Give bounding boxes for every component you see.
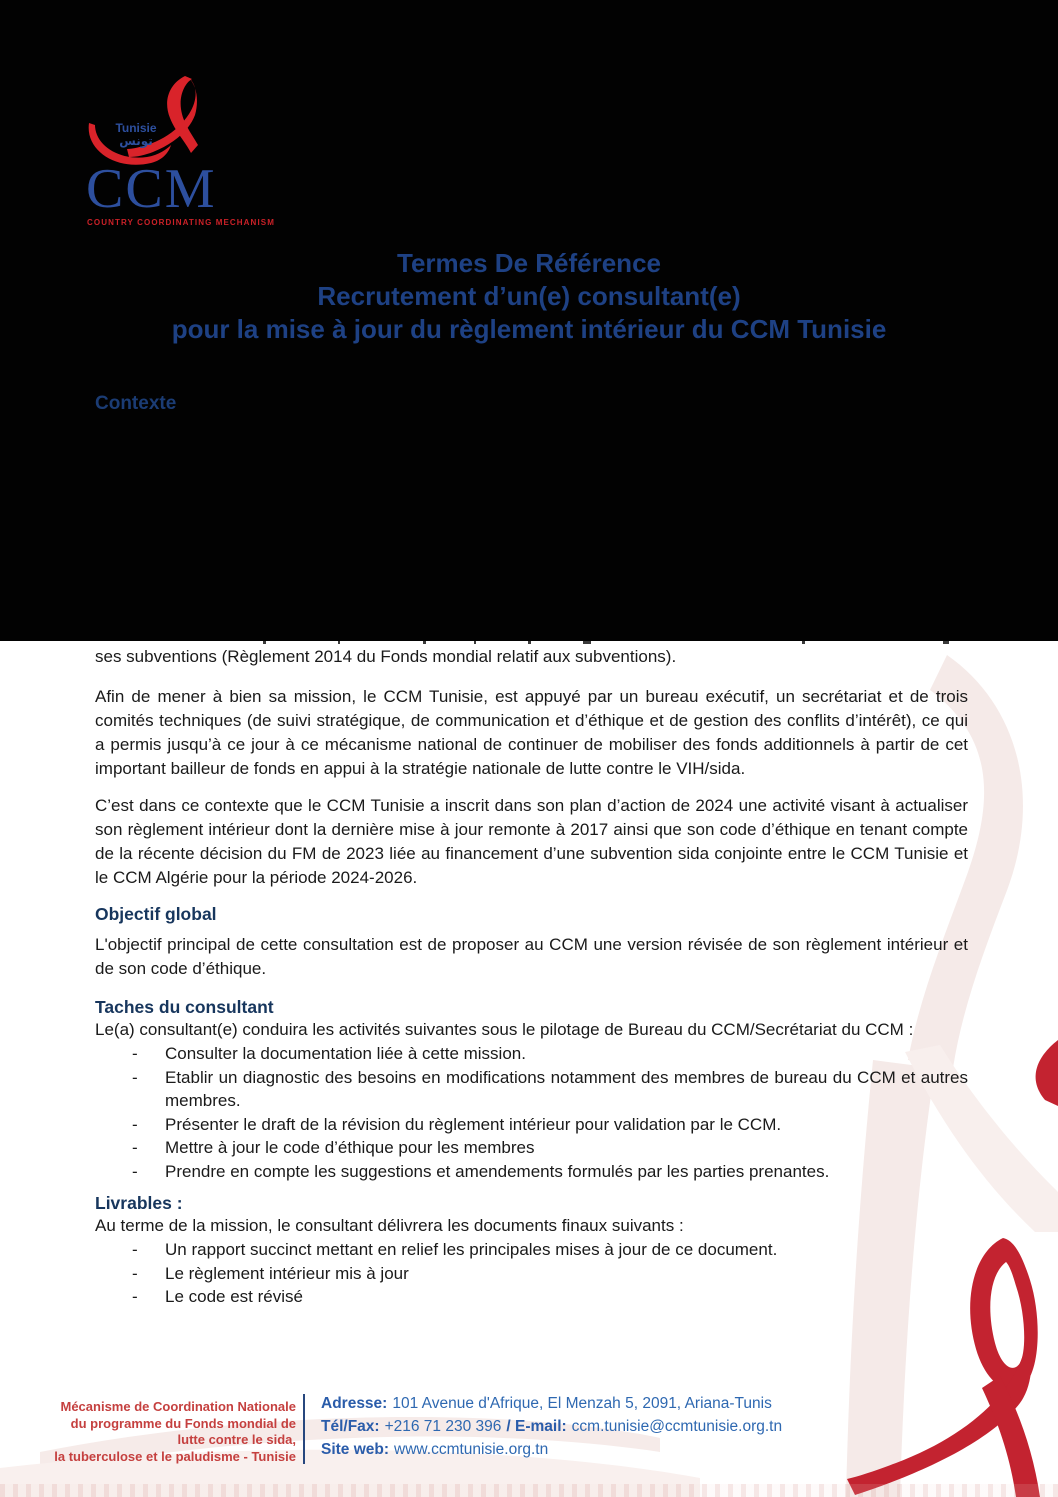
clipped-text-remnant: [474, 641, 476, 644]
footer-organization-block: [40, 1399, 296, 1465]
section-heading-taches: Taches du consultant: [95, 997, 274, 1017]
list-item: [95, 1262, 968, 1286]
objectif-paragraph: L'objectif principal de cette consultation est de proposer au CCM une version révisée de son règlement intérieur et de son code d’éthique.: [95, 935, 968, 978]
list-item: [95, 1285, 968, 1309]
dash-marker: -: [132, 1067, 138, 1087]
dash-marker: -: [132, 1161, 138, 1181]
list-item: [95, 1136, 968, 1160]
section-heading-objectif-global: Objectif global: [95, 904, 217, 924]
title-line-3: pour la mise à jour du règlement intérieur du CCM Tunisie: [171, 314, 887, 344]
footer-org-line: du programme du Fonds mondial de: [70, 1415, 296, 1431]
list-item: [95, 1160, 968, 1184]
footer-org-line: Mécanisme de Coordination Nationale: [60, 1399, 296, 1414]
footer-web-line: [321, 1438, 821, 1461]
list-item-text: Présenter le draft de la révision du règlement intérieur pour validation par le CCM.: [165, 1114, 782, 1134]
list-item-text: Consulter la documentation liée à cette mission.: [165, 1044, 526, 1063]
livrables-list: [95, 1238, 968, 1309]
logo-subtitle: COUNTRY COORDINATING MECHANISM: [87, 218, 275, 227]
logo-country-ar: تونس: [119, 134, 153, 148]
dash-marker: -: [132, 1287, 138, 1306]
telfax-label: Tél/Fax:: [321, 1418, 380, 1435]
footer-contact-block: [321, 1392, 821, 1461]
logo-country-fr: Tunisie: [115, 121, 157, 135]
title-line-2: Recrutement d’un(e) consultant(e): [317, 281, 741, 311]
livrables-intro: Au terme de la mission, le consultant délivrera les documents finaux suivants :: [95, 1216, 684, 1235]
clipped-text-remnant: [263, 641, 266, 644]
footer-telfax-line: [321, 1415, 821, 1438]
dash-marker: -: [132, 1240, 138, 1259]
clipped-text-remnant: [423, 641, 426, 644]
list-item-text: Le code est révisé: [165, 1287, 303, 1306]
footer-address-line: [321, 1392, 821, 1415]
list-item: [95, 1042, 968, 1066]
list-item-text: Etablir un diagnostic des besoins en modifications notamment des membres de bureau du CCM et autres membres.: [165, 1067, 968, 1110]
title-line-1: Termes De Référence: [397, 248, 661, 278]
taches-intro: Le(a) consultant(e) conduira les activités suivantes sous le pilotage de Bureau du CCM/Secrétariat du CCM :: [95, 1020, 914, 1039]
dash-marker: -: [132, 1138, 138, 1157]
web-label: Site web:: [321, 1441, 390, 1458]
section-heading-contexte: Contexte: [95, 393, 177, 414]
logo-acronym: CCM: [86, 158, 217, 220]
list-item-text: Prendre en compte les suggestions et amendements formulés par les parties prenantes.: [165, 1161, 830, 1181]
contexte-paragraph-3: C’est dans ce contexte que le CCM Tunisie a inscrit dans son plan d’action de 2024 une activité visant à actualiser son règlement intérieur dont la dernière mise à jour remonte à 2017 ainsi que son code d’éthique en tenant compte de la récente décision du FM de 2023 liée au financement d’une subvention sida conjointe entre le CCM Tunisie et le CCM Algérie pour la période 2024-2026.: [95, 796, 968, 887]
logo-country-label: [101, 122, 171, 148]
clipped-text-remnant: [583, 641, 591, 644]
address-value: 101 Avenue d'Afrique, El Menzah 5, 2091, Ariana-Tunis: [392, 1395, 772, 1412]
document-body: [95, 641, 968, 1309]
contexte-partial-line: ses subventions (Règlement 2014 du Fonds mondial relatif aux subventions).: [95, 647, 677, 666]
ccm-logo: [85, 73, 275, 233]
clipped-text-remnant: [802, 641, 805, 644]
footer-divider: [303, 1394, 305, 1464]
list-item: [95, 1113, 968, 1137]
address-label: Adresse:: [321, 1395, 388, 1412]
document-title: [0, 247, 1058, 346]
telfax-value: +216 71 230 396: [384, 1418, 502, 1435]
dash-marker: -: [132, 1044, 138, 1063]
email-label: / E-mail:: [506, 1418, 567, 1435]
clipped-text-remnant: [943, 641, 949, 644]
list-item-text: Le règlement intérieur mis à jour: [165, 1263, 409, 1283]
section-heading-livrables: Livrables :: [95, 1193, 183, 1213]
footer-texture-band: [0, 1484, 1058, 1497]
list-item-text: Un rapport succinct mettant en relief les principales mises à jour de ce document.: [165, 1240, 778, 1259]
list-item-text: Mettre à jour le code d’éthique pour les membres: [165, 1138, 535, 1157]
web-value: www.ccmtunisie.org.tn: [394, 1441, 549, 1458]
taches-list: [95, 1042, 968, 1183]
footer-org-line: lutte contre le sida,: [177, 1432, 296, 1447]
clipped-text-remnant: [528, 641, 531, 644]
dash-marker: -: [132, 1263, 138, 1283]
clipped-text-remnant: [338, 641, 340, 644]
footer-org-line: la tuberculose et le paludisme - Tunisie: [54, 1448, 296, 1464]
list-item: [95, 1066, 968, 1113]
dash-marker: -: [132, 1114, 138, 1134]
contexte-paragraph-2: Afin de mener à bien sa mission, le CCM Tunisie, est appuyé par un bureau exécutif, un secrétariat et de trois comités techniques (de suivi stratégique, de communication et d’éthique et de gestion des conflits d’intérêt), ce qui a permis jusqu’à ce jour à ce mécanisme national de continuer de mobiliser des fonds additionnels à partir de cet important bailleur de fonds en appui à la stratégie nationale de lutte contre le VIH/sida.: [95, 687, 968, 778]
email-value: ccm.tunisie@ccmtunisie.org.tn: [571, 1418, 783, 1435]
list-item: [95, 1238, 968, 1262]
redaction-block: [0, 0, 1058, 641]
